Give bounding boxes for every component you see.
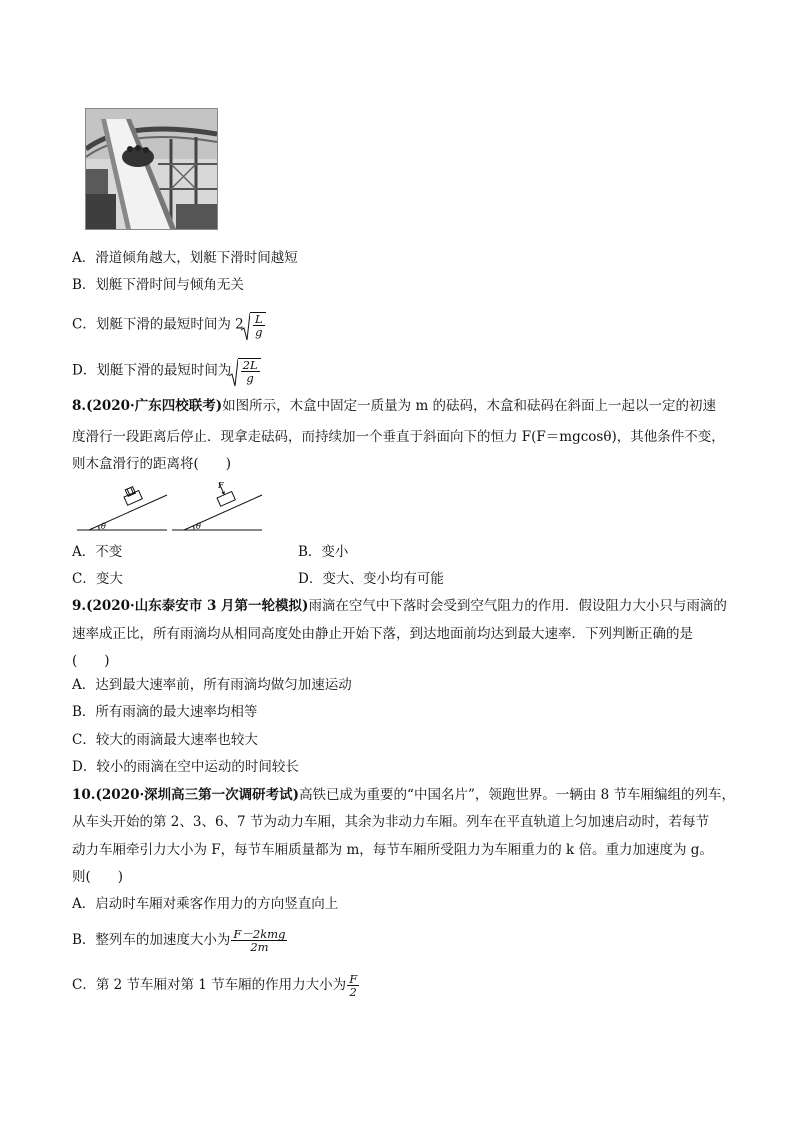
q8-option-a: A．不变 <box>72 544 123 560</box>
q10-line-3: 动力车厢牵引力大小为 F，每节车厢质量都为 m，每节车厢所受阻力为车厢重力的 k 倍。重力加速度为 g。 <box>72 842 713 858</box>
q7-option-c-text: C．划艇下滑的最短时间为 2 <box>72 316 244 333</box>
q10-source: (2020·深圳高三第一次调研考试) <box>95 787 300 803</box>
incline-diagram-with-weight <box>75 480 170 536</box>
q9-option-b: B．所有雨滴的最大速率均相等 <box>72 704 258 720</box>
fraction: $\frac{F}{2}$ <box>349 972 358 999</box>
q8-line-1: 8.(2020·广东四校联考)如图所示，木盒中固定一质量为 m 的砝码，木盒和砝码在斜面上一起以一定的初速 <box>72 398 717 414</box>
q10-option-c: C．第 2 节车厢对第 1 节车厢的作用力大小为 $\frac{F}{2}$ <box>72 972 358 999</box>
theta-label: θ <box>101 522 106 531</box>
q10-option-b: B．整列车的加速度大小为 $\frac{\text{F－2kmg}}{2m}$ <box>72 927 286 954</box>
sqrt-sign: $\frac{2L}{g}$ <box>238 358 261 384</box>
sqrt-sign: $\frac{L}{g}$ <box>250 312 266 338</box>
q9-line-1: 9.(2020·山东泰安市 3 月第一轮模拟)雨滴在空气中下落时会受到空气阻力的作用．假设阻力大小只与雨滴的 <box>72 598 727 614</box>
q8-option-b: B．变小 <box>298 544 349 560</box>
q9-option-c: C．较大的雨滴最大速率也较大 <box>72 732 258 748</box>
q9-source: (2020·山东泰安市 3 月第一轮模拟) <box>86 598 309 614</box>
q8-source: (2020·广东四校联考) <box>86 398 223 414</box>
water-slide-photo <box>85 108 218 230</box>
q10-line-4: 则( ) <box>72 869 124 885</box>
theta-label: θ <box>196 522 201 531</box>
q7-option-d <box>72 358 261 384</box>
q10-option-a: A．启动时车厢对乘客作用力的方向竖直向上 <box>72 896 339 912</box>
q7-option-c <box>72 312 266 338</box>
q9-option-a: A．达到最大速率前，所有雨滴均做匀加速运动 <box>72 677 352 693</box>
q10-line-2: 从车头开始的第 2、3、6、7 节为动力车厢，其余为非动力车厢。列车在平直轨道上匀加速启动时，若每节 <box>72 814 709 830</box>
force-label: F <box>218 481 224 490</box>
fraction: $\frac{\text{F－2kmg}}{2m}$ <box>233 927 286 954</box>
q8-option-d: D．变大、变小均有可能 <box>298 571 444 587</box>
q8-line-3: 则木盒滑行的距离将( ) <box>72 456 232 472</box>
q9-option-d: D．较小的雨滴在空中运动的时间较长 <box>72 759 299 775</box>
q7-option-b: B．划艇下滑时间与倾角无关 <box>72 277 244 293</box>
q8-option-c: C．变大 <box>72 571 123 587</box>
q9-line-2: 速率成正比，所有雨滴均从相同高度处由静止开始下落，到达地面前均达到最大速率．下列判断正确的是 <box>72 626 693 642</box>
q7-option-a: A．滑道倾角越大，划艇下滑时间越短 <box>72 250 298 266</box>
q10-line-1: 10.(2020·深圳高三第一次调研考试)高铁已成为重要的“中国名片”，领跑世界。一辆由 8 节车厢编组的列车， <box>72 787 736 803</box>
q7-option-d-text: D．划艇下滑的最短时间为 <box>72 362 232 379</box>
q8-line-2: 度滑行一段距离后停止．现拿走砝码，而持续加一个垂直于斜面向下的恒力 F(F＝mgcosθ)，其他条件不变， <box>72 429 725 445</box>
incline-diagram-with-force <box>170 480 265 536</box>
q9-line-3: ( ) <box>72 653 110 669</box>
